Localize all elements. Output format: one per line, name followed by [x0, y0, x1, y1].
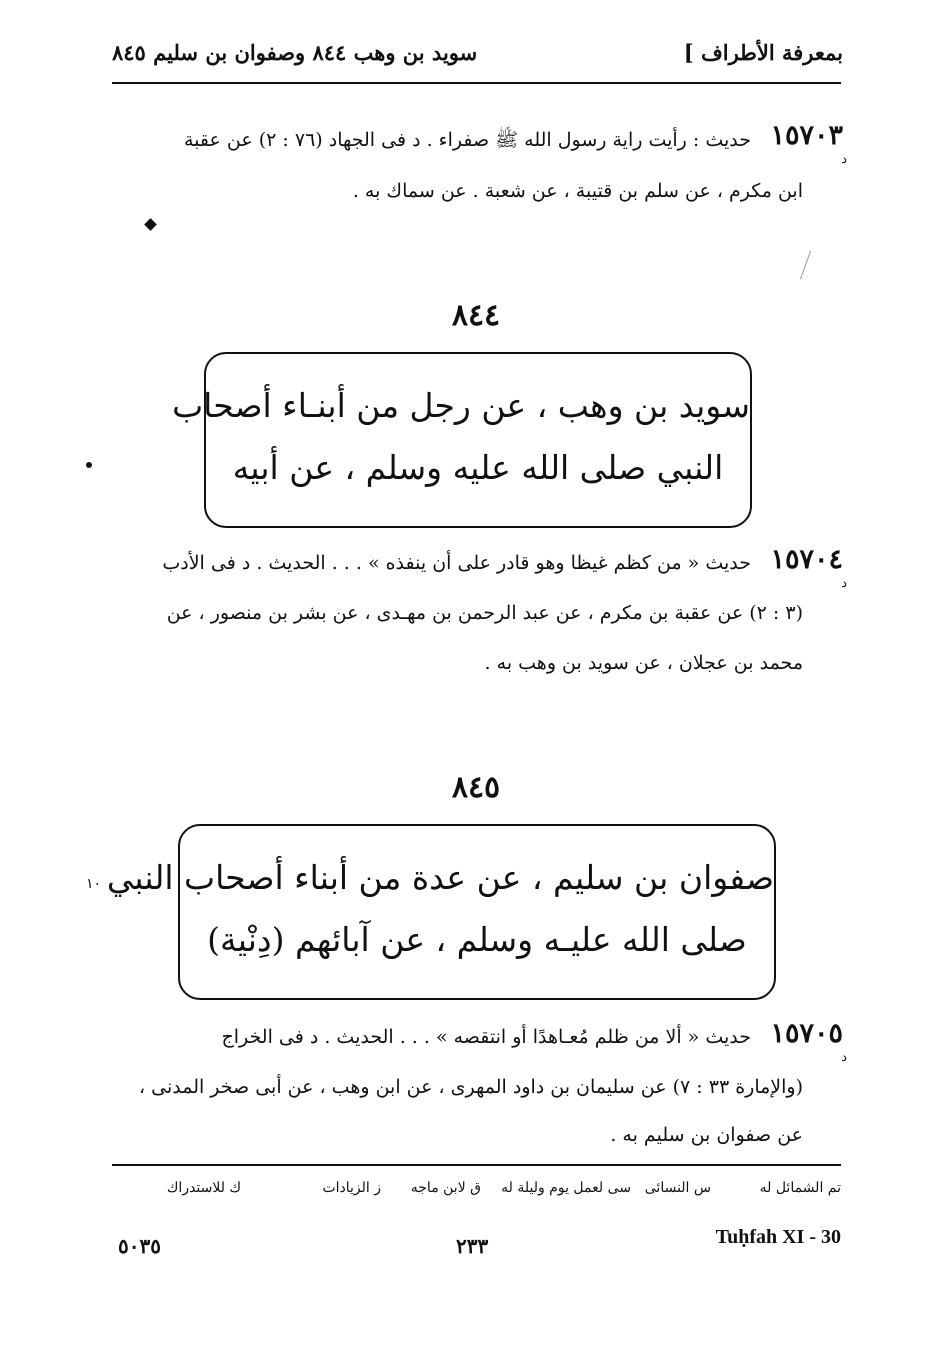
legend-item: ق لابن ماجه	[410, 1180, 481, 1196]
hadith-line: (٣ : ٢) عن عقبة بن مكرم ، عن عبد الرحمن بن مهـدى ، عن بشر بن منصور ، عن	[166, 602, 803, 624]
margin-line-number: ١٠	[86, 876, 102, 892]
hadith-line: حديث : رأيت راية رسول الله ﷺ صفراء . د فى الجهاد (٧٦ : ٢) عن عقبة	[184, 129, 751, 151]
hadith-line: ابن مكرم ، عن سلم بن قتيبة ، عن شعبة . عن سماك به .	[352, 180, 803, 202]
hadith-number: ١٥٧٠٥	[770, 1018, 843, 1049]
legend-item: ز الزيادات	[322, 1180, 381, 1196]
running-title-left: سويد بن وهب ٨٤٤ وصفوان بن سليم ٨٤٥	[112, 40, 478, 65]
scan-mark	[800, 251, 811, 280]
narrator-line: صلى الله عليـه وسلم ، عن آبائهم (دِنْية)	[207, 920, 747, 959]
hadith-line: (والإمارة ٣٣ : ٧) عن سليمان بن داود المهرى ، عن ابن وهب ، عن أبى صخر المدنى ،	[138, 1076, 803, 1098]
legend-item: س النسائى	[644, 1180, 711, 1196]
legend-item: تم الشمائل له	[759, 1180, 841, 1196]
margin-mark: د	[841, 1050, 847, 1065]
margin-mark: د	[841, 576, 847, 591]
narrator-line: صفوان بن سليم ، عن عدة من أبناء أصحاب النبي	[106, 858, 774, 897]
narrator-box	[172, 352, 752, 528]
legend-item: سى لعمل يوم وليلة له	[501, 1180, 631, 1196]
footer-volume: Tuḥfah XI - 30	[715, 1226, 841, 1248]
hadith-line: حديث « ألا من ظلم مُعـاهدًا أو انتقصه » . . . الحديث . د فى الخراج	[221, 1026, 751, 1048]
legend-item: ك للاستدراك	[166, 1180, 241, 1196]
hadith-line: محمد بن عجلان ، عن سويد بن وهب به .	[484, 652, 803, 674]
section-number: ٨٤٤	[451, 298, 501, 333]
narrator-line: النبي صلى الله عليه وسلم ، عن أبيه	[232, 448, 724, 487]
section-number: ٨٤٥	[451, 770, 501, 805]
margin-mark: د	[841, 152, 847, 167]
header-rule	[112, 82, 841, 84]
page-code: ٥٠٣٥	[118, 1234, 161, 1258]
page-number: ٢٣٣	[456, 1234, 489, 1258]
hadith-number: ١٥٧٠٣	[770, 120, 843, 151]
narrator-line: سويد بن وهب ، عن رجل من أبنـاء أصحاب	[172, 386, 750, 425]
narrator-box	[106, 824, 776, 1000]
footnote-rule	[112, 1164, 841, 1166]
margin-dot	[86, 462, 92, 468]
running-title-right: بمعرفة الأطراف ]	[683, 40, 843, 65]
hadith-number: ١٥٧٠٤	[770, 544, 843, 575]
ink-speck	[144, 218, 157, 231]
hadith-line: حديث « من كظم غيظا وهو قادر على أن ينفذه » . . . الحديث . د فى الأدب	[162, 552, 751, 574]
hadith-line: عن صفوان بن سليم به .	[610, 1124, 803, 1146]
